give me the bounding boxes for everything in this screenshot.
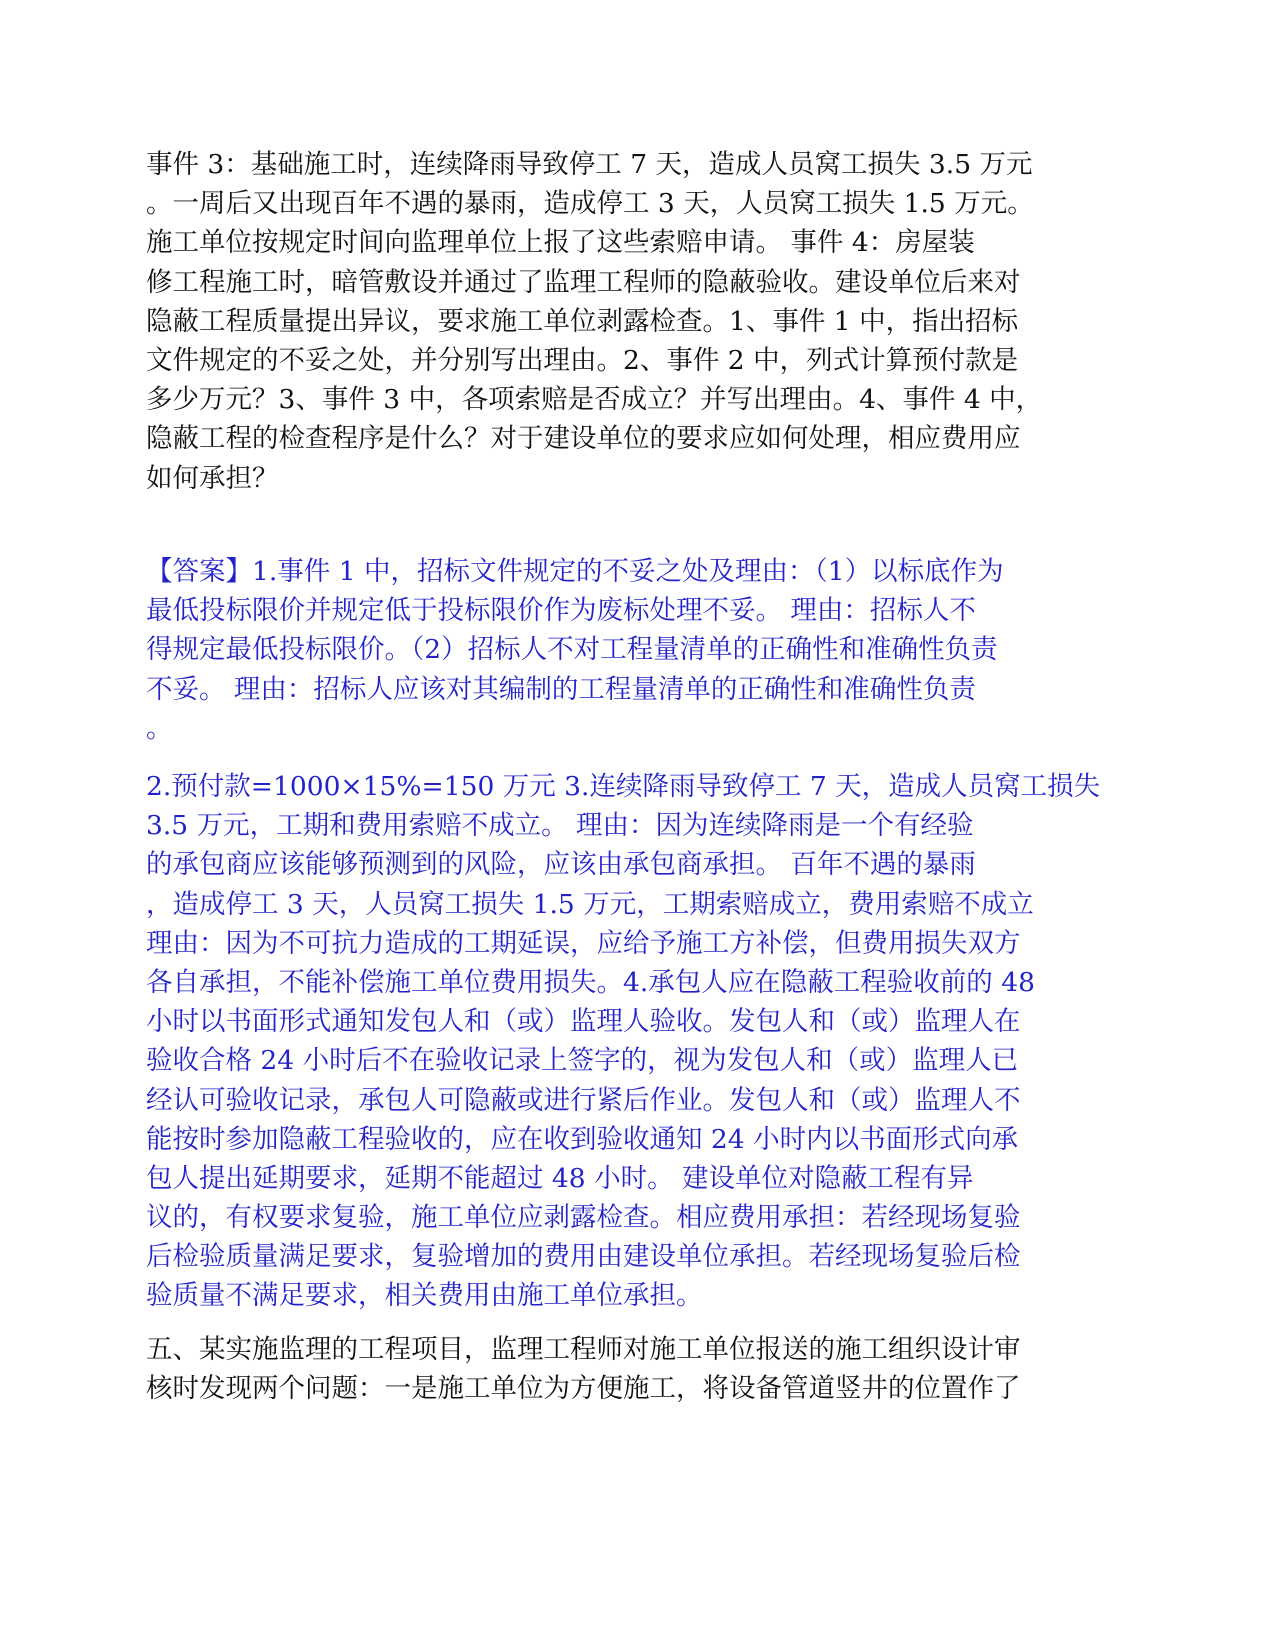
text-line: 五、某实施监理的工程项目，监理工程师对施工单位报送的施工组织设计审 — [146, 1334, 1021, 1365]
text-line: 隐蔽工程的检查程序是什么？对于建设单位的要求应如何处理，相应费用应 — [146, 423, 1021, 455]
text-line: 3.5 万元，工期和费用索赔不成立。 理由：因为连续降雨是一个有经验 — [146, 810, 974, 842]
text-line: 文件规定的不妥之处，并分别写出理由。2、事件 2 中，列式计算预付款是 — [146, 344, 1019, 376]
answer-paragraph-1 — [146, 552, 1066, 748]
text-line: 的承包商应该能够预测到的风险，应该由承包商承担。 百年不遇的暴雨 — [146, 849, 976, 881]
question-paragraph — [146, 145, 1066, 498]
text-line: 验质量不满足要求，相关费用由施工单位承担。 — [146, 1280, 703, 1312]
text-line: 事件 3：基础施工时，连续降雨导致停工 7 天，造成人员窝工损失 3.5 万元 — [146, 149, 1033, 180]
text-line: 各自承担，不能补偿施工单位费用损失。4.承包人应在隐蔽工程验收前的 48 — [146, 966, 1035, 998]
answer-paragraph-2 — [146, 767, 1101, 1316]
text-line: 能按时参加隐蔽工程验收的，应在收到验收通知 24 小时内以书面形式向承 — [146, 1123, 1019, 1155]
question-5-paragraph — [146, 1330, 1066, 1408]
text-line: 【答案】1.事件 1 中，招标文件规定的不妥之处及理由：（1）以标底作为 — [146, 556, 1004, 587]
text-line: 核时发现两个问题：一是施工单位为方便施工，将设备管道竖井的位置作了 — [146, 1373, 1021, 1405]
text-line: 隐蔽工程质量提出异议，要求施工单位剥露检查。1、事件 1 中，指出招标 — [146, 305, 1019, 337]
text-line: 理由：因为不可抗力造成的工期延误，应给予施工方补偿，但费用损失双方 — [146, 927, 1021, 959]
text-line: 小时以书面形式通知发包人和（或）监理人验收。发包人和（或）监理人在 — [146, 1006, 1021, 1038]
text-line: 不妥。 理由：招标人应该对其编制的工程量清单的正确性和准确性负责 — [146, 673, 976, 705]
text-line: 。 — [146, 712, 173, 744]
text-line: 多少万元？3、事件 3 中，各项索赔是否成立？并写出理由。4、事件 4 中， — [146, 384, 1043, 416]
text-line: 施工单位按规定时间向监理单位上报了这些索赔申请。 事件 4：房屋装 — [146, 227, 975, 259]
text-line: 包人提出延期要求，延期不能超过 48 小时。 建设单位对隐蔽工程有异 — [146, 1162, 974, 1194]
text-line: ，造成停工 3 天，人员窝工损失 1.5 万元，工期索赔成立，费用索赔不成立 — [146, 888, 1034, 920]
text-line: 。一周后又出现百年不遇的暴雨，造成停工 3 天，人员窝工损失 1.5 万元。 — [146, 188, 1034, 220]
text-line: 修工程施工时，暗管敷设并通过了监理工程师的隐蔽验收。建设单位后来对 — [146, 266, 1021, 298]
text-line: 最低投标限价并规定低于投标限价作为废标处理不妥。 理由：招标人不 — [146, 595, 976, 627]
text-line: 得规定最低投标限价。（2）招标人不对工程量清单的正确性和准确性负责 — [146, 634, 998, 666]
text-line: 验收合格 24 小时后不在验收记录上签字的，视为发包人和（或）监理人已 — [146, 1045, 1019, 1077]
text-line: 经认可验收记录，承包人可隐蔽或进行紧后作业。发包人和（或）监理人不 — [146, 1084, 1021, 1116]
text-line: 2.预付款=1000×15%=150 万元 3.连续降雨导致停工 7 天，造成人员窝工损失 — [146, 771, 1101, 802]
text-line: 如何承担？ — [146, 462, 279, 494]
text-line: 议的，有权要求复验，施工单位应剥露检查。相应费用承担：若经现场复验 — [146, 1202, 1021, 1234]
text-line: 后检验质量满足要求，复验增加的费用由建设单位承担。若经现场复验后检 — [146, 1241, 1021, 1273]
